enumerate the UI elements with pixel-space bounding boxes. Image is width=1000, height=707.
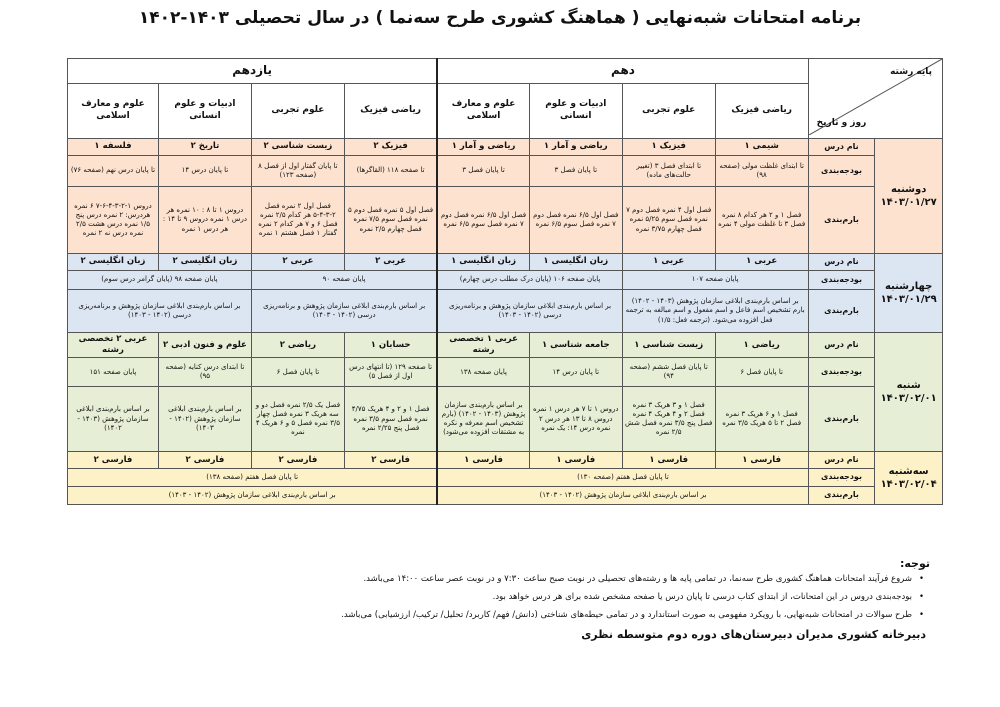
subject-cell: عربی ۲: [344, 254, 437, 271]
scoring-cell: فصل اول ۲ نمره فصل ۲-۳-۴-۵ هر کدام ۲/۵ نمره فصل ۶ و ۷ هر کدام ۲ نمره گفتار ۱ فصل هشتم ۱ نمره: [251, 187, 344, 254]
scoring-cell: فصل ۱ و ۳ هریک ۳ نمره فصل ۲ و ۴ هریک ۴ نمره فصل پنج ۳/۵ نمره فصل شش ۲/۵ نمره: [622, 387, 715, 452]
budget-cell: تا پایان فصل ششم (صفحه ۹۴): [622, 358, 715, 387]
subject-cell: زبان انگلیسی ۱: [437, 254, 529, 271]
day-name: دوشنبه: [890, 184, 927, 195]
row-label: بودجه‌بندی: [808, 156, 875, 187]
budget-cell: تا ابتدای درس کنایه (صفحه ۹۵): [158, 358, 251, 387]
day-name: چهارشنبه: [884, 281, 933, 292]
budget-cell: تا پایان درس نهم (صفحه ۷۶): [68, 156, 159, 187]
page-title: برنامه امتحانات شبه‌نهایی ( هماهنگ کشوری طرح سه‌نما ) در سال تحصیلی ۱۴۰۳-۱۴۰۲: [138, 8, 862, 28]
footer-organization: دبیرخانه کشوری مدیران دبیرستان‌های دوره دوم متوسطه نظری: [581, 628, 926, 641]
row-label: نام درس: [808, 452, 875, 469]
row-label: نام درس: [808, 139, 875, 156]
scoring-cell: فصل ۱ و ۶ هریک ۳ نمره فصل ۲ تا ۵ هریک ۳/۵ نمره: [715, 387, 808, 452]
scoring-cell: بر اساس بارم‌بندی ابلاغی سازمان پژوهش و برنامه‌ریزی درسی (۱۴۰۲ - ۱۴۰۳): [68, 290, 252, 333]
budget-cell: تا پایان درس ۱۴: [158, 156, 251, 187]
scoring-cell: فصل اول ۶/۵ نمره فصل دوم ۷ نمره فصل سوم ۶/۵ نمره: [437, 187, 529, 254]
subject-cell: عربی ۱ تخصصی رشته: [437, 333, 529, 358]
day-date: ۱۴۰۳/۰۲/۰۴: [880, 479, 937, 491]
subject-cell: فارسی ۱: [437, 452, 529, 469]
scoring-cell: دروس ۱ تا ۸ : ۱۰ نمره هر درس ۱ نمره دروس ۹ تا ۱۴ : هر درس ۱ نمره: [158, 187, 251, 254]
subject-cell: عربی ۱: [715, 254, 808, 271]
subject-cell: زیست شناسی ۱: [622, 333, 715, 358]
subject-cell: زیست شناسی ۲: [251, 139, 344, 156]
field-header: علوم و معارف اسلامی: [437, 84, 529, 139]
subject-cell: فیزیک ۱: [622, 139, 715, 156]
budget-cell: تا پایان گفتار اول از فصل ۸ (صفحه ۱۲۳): [251, 156, 344, 187]
day-cell: [875, 452, 943, 505]
scoring-cell: بر اساس بارم‌بندی ابلاغی سازمان پژوهش و برنامه‌ریزی درسی (۱۴۰۲ - ۱۴۰۳): [251, 290, 437, 333]
budget-cell: تا ابتدای فصل ۳ (تغییر حالت‌های ماده): [622, 156, 715, 187]
scoring-cell: بر اساس بارم‌بندی ابلاغی سازمان پژوهش و برنامه‌ریزی درسی (۱۴۰۲ - ۱۴۰۳): [437, 290, 622, 333]
budget-cell: تا پایان فصل هفتم (صفحه ۱۳۸): [68, 469, 438, 487]
notes-section: [70, 557, 930, 641]
subject-cell: ریاضی ۱: [715, 333, 808, 358]
subject-cell: زبان انگلیسی ۱: [529, 254, 622, 271]
subject-cell: جامعه شناسی ۱: [529, 333, 622, 358]
subject-cell: ریاضی و آمار ۱: [529, 139, 622, 156]
scoring-cell: فصل یک ۲/۵ نمره فصل دو و سه هریک ۳ نمره فصل چهار ۳/۵ نمره فصل ۵ و ۶ هریک ۴ نمره: [251, 387, 344, 452]
field-header: علوم و معارف اسلامی: [68, 84, 159, 139]
scoring-cell: دروس ۱-۲-۳-۴-۶-۷ ۶ نمره هردرس: ۲ نمره درس پنج ۱/۵ نمره درس هشت ۲/۵ نمره درس نه ۲ نمره: [68, 187, 159, 254]
day-date: ۱۴۰۳/۰۱/۲۷: [880, 197, 937, 208]
subject-cell: فیزیک ۲: [344, 139, 437, 156]
corner-bottom-label: روز و تاریخ: [816, 118, 867, 129]
day-name: سه‌شنبه: [888, 466, 929, 478]
subject-cell: زبان انگلیسی ۲: [68, 254, 159, 271]
field-header: علوم تجربی: [622, 84, 715, 139]
day-cell: [875, 139, 943, 254]
budget-cell: پایان صفحه ۱۰۷: [622, 271, 808, 290]
budget-cell: تا پایان درس ۱۴: [529, 358, 622, 387]
budget-cell: پایان صفحه ۱۰۶ (پایان درک مطلب درس چهارم): [437, 271, 622, 290]
field-header: ریاضی فیزیک: [344, 84, 437, 139]
scoring-cell: بر اساس بارم‌بندی ابلاغی سازمان پژوهش (۱۴۰۲ - ۱۴۰۳): [437, 487, 808, 505]
scoring-cell: فصل اول ۶/۵ نمره فصل دوم ۷ نمره فصل سوم ۶/۵ نمره: [529, 187, 622, 254]
row-label: بودجه‌بندی: [808, 358, 875, 387]
budget-cell: تا پایان فصل ۶: [715, 358, 808, 387]
corner-top-label: پایه رشته: [890, 67, 932, 77]
subject-cell: فارسی ۲: [251, 452, 344, 469]
scoring-cell: فصل اول ۵ نمره فصل دوم ۵ نمره فصل سوم ۷/۵ نمره فصل چهارم ۲/۵ نمره: [344, 187, 437, 254]
subject-cell: ریاضی ۲: [251, 333, 344, 358]
subject-cell: عربی ۲: [251, 254, 344, 271]
row-label: بارم‌بندی: [808, 290, 875, 333]
subject-cell: زبان انگلیسی ۲: [158, 254, 251, 271]
notes-title: توجه:: [899, 557, 930, 570]
subject-cell: ریاضی و آمار ۱: [437, 139, 529, 156]
row-label: بارم‌بندی: [808, 387, 875, 452]
subject-cell: تاریخ ۲: [158, 139, 251, 156]
row-label: بارم‌بندی: [808, 487, 875, 505]
day-date: ۱۴۰۳/۰۲/۰۱: [880, 393, 937, 405]
budget-cell: پایان صفحه ۹۰: [251, 271, 437, 290]
scoring-cell: بر اساس بارم‌بندی ابلاغی سازمان پژوهش (۱۴۰۲ - ۱۴۰۳): [68, 487, 438, 505]
subject-cell: عربی ۱: [622, 254, 715, 271]
note-item: • بودجه‌بندی دروس در این امتحانات، از ابتدای کتاب درسی تا پایان درس یا صفحه مشخص شده برای هر درس خواهد بود.: [70, 592, 912, 602]
scoring-cell: فصل ۱ و ۲ هر کدام ۸ نمره فصل ۳ تا غلظت مولی ۴ نمره: [715, 187, 808, 254]
subject-cell: فلسفه ۱: [68, 139, 159, 156]
budget-cell: تا پایان فصل ۳: [437, 156, 529, 187]
corner-header: [808, 59, 942, 139]
budget-cell: تا پایان فصل ۶: [251, 358, 344, 387]
note-item: • شروع فرآیند امتحانات هماهنگ کشوری طرح سه‌نما، در تمامی پایه ها و رشته‌های تحصیلی در نوبت صبح ساعت ۷:۳۰ و در نوبت عصر ساعت ۱۴:۰۰ می‌باشد.: [70, 574, 912, 584]
grade-10-header: دهم: [437, 59, 808, 84]
subject-cell: فارسی ۱: [622, 452, 715, 469]
grade-11-header: یازدهم: [68, 59, 438, 84]
budget-cell: تا پایان فصل ۳: [529, 156, 622, 187]
scoring-cell: فصل ۱ و ۲ و ۴ هریک ۴/۷۵ نمره فصل سوم ۳/۵ نمره فصل پنج ۲/۲۵ نمره: [344, 387, 437, 452]
exam-schedule-table: [67, 58, 943, 505]
subject-cell: فارسی ۲: [68, 452, 159, 469]
budget-cell: پایان صفحه ۹۸ (پایان گرامر درس سوم): [68, 271, 252, 290]
scoring-cell: فصل اول ۴ نمره فصل دوم ۷ نمره فصل سوم ۵/۲۵ نمره فصل چهارم ۳/۷۵ نمره: [622, 187, 715, 254]
budget-cell: تا صفحه ۱۲۹ (تا انتهای درس اول از فصل ۵): [344, 358, 437, 387]
budget-cell: پایان صفحه ۱۵۱: [68, 358, 159, 387]
day-date: ۱۴۰۳/۰۱/۲۹: [880, 294, 937, 305]
scoring-cell: بر اساس بارم‌بندی ابلاغی سازمان پژوهش (۱۴۰۳ - ۱۴۰۲): [68, 387, 159, 452]
field-header: ریاضی فیزیک: [715, 84, 808, 139]
field-header: ادبیات و علوم انسانی: [158, 84, 251, 139]
field-header: ادبیات و علوم انسانی: [529, 84, 622, 139]
subject-cell: فارسی ۲: [344, 452, 437, 469]
subject-cell: علوم و فنون ادبی ۲: [158, 333, 251, 358]
subject-cell: فارسی ۲: [158, 452, 251, 469]
row-label: نام درس: [808, 333, 875, 358]
day-name: شنبه: [896, 380, 921, 392]
budget-cell: تا پایان فصل هفتم (صفحه ۱۳۰): [437, 469, 808, 487]
subject-cell: فارسی ۱: [715, 452, 808, 469]
scoring-cell: بر اساس بارم‌بندی ابلاغی سازمان پژوهش (۱۴۰۲ - ۱۴۰۳): [158, 387, 251, 452]
day-cell: [875, 254, 943, 333]
day-cell: [875, 333, 943, 452]
subject-cell: عربی ۲ تخصصی رشته: [68, 333, 159, 358]
note-item: • طرح سوالات در امتحانات شبه‌نهایی، با رویکرد مفهومی به صورت استاندارد و در تمامی حیطه‌های شناختی (دانش/ فهم/ کاربرد/ تحلیل/ ترکیب/ ارزشیابی) می‌باشد.: [70, 610, 912, 620]
field-header: علوم تجربی: [251, 84, 344, 139]
row-label: بودجه‌بندی: [808, 469, 875, 487]
row-label: بودجه‌بندی: [808, 271, 875, 290]
row-label: بارم‌بندی: [808, 187, 875, 254]
row-label: نام درس: [808, 254, 875, 271]
scoring-cell: دروس ۱ تا ۷ هر درس ۱ نمره دروس ۸ تا ۱۳ هر درس ۲ نمره درس ۱۴: یک نمره: [529, 387, 622, 452]
budget-cell: تا صفحه ۱۱۸ (القاگرها): [344, 156, 437, 187]
subject-cell: حسابان ۱: [344, 333, 437, 358]
scoring-cell: بر اساس بارم‌بندی سازمان پژوهش (۱۴۰۳ - ۱۴۰۲) (بارم تشخیص اسم معرفه و نکره به مشتقات افزوده می‌شود): [437, 387, 529, 452]
subject-cell: فارسی ۱: [529, 452, 622, 469]
budget-cell: تا ابتدای غلظت مولی (صفحه ۹۸): [715, 156, 808, 187]
budget-cell: پایان صفحه ۱۳۸: [437, 358, 529, 387]
subject-cell: شیمی ۱: [715, 139, 808, 156]
scoring-cell: بر اساس بارم‌بندی ابلاغی سازمان پژوهش (۱۴۰۳ - ۱۴۰۲) بارم تشخیص اسم فاعل و اسم مفعول و اسم مبالغه به ترجمه فعل افزوده می‌شود. (ترجمه فعل: ۱/۵): [622, 290, 808, 333]
